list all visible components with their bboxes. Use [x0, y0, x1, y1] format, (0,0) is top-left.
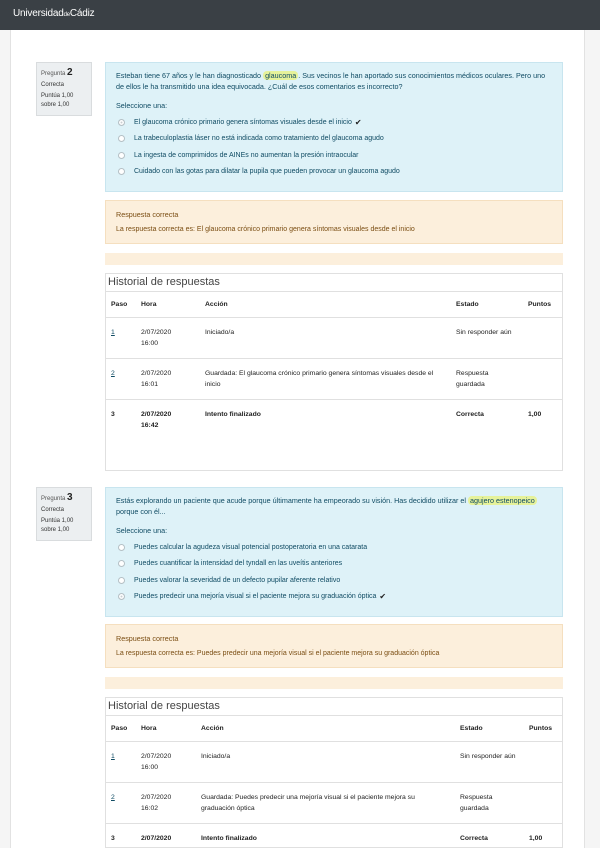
outcome-strip — [105, 677, 563, 689]
column-header: Estado — [455, 716, 524, 742]
table-row: 3 2/07/2020 Intento finalizado Correcta 1,00 — [111, 835, 543, 842]
check-icon: ✔ — [354, 117, 362, 127]
question-text: Esteban tiene 67 años y le han diagnosticado glaucoma . Sus vecinos le han aportado sus conocimientos médicos oculares. Pero uno de ellos le ha transmitido una idea equivocada. ¿Cuál de esos comentarios es incorrecto? — [116, 71, 546, 91]
radio-button[interactable] — [118, 135, 125, 142]
column-header: Paso — [106, 716, 136, 742]
response-history — [105, 697, 563, 848]
answer-option[interactable]: Puedes cuantificar la intensidad del tyndall en las uveítis anteriores — [116, 556, 552, 573]
step-link[interactable]: 2 — [111, 370, 115, 377]
answer-option[interactable]: Cuidado con las gotas para dilatar la pupila que pueden provocar un glaucoma agudo — [116, 164, 552, 181]
table-row: 1 2/07/2020 16:00 Iniciado/a Sin responder aún — [106, 318, 562, 359]
history-title: Historial de respuestas — [106, 274, 562, 292]
select-prompt: Seleccione una: — [116, 526, 168, 535]
column-header: Paso — [106, 292, 136, 318]
answer-option[interactable]: La trabeculoplastia láser no está indicada como tratamiento del glaucoma agudo — [116, 131, 552, 148]
question-formulation — [105, 487, 563, 617]
step-link[interactable]: 1 — [111, 753, 115, 760]
radio-button[interactable] — [118, 577, 125, 584]
column-header: Hora — [136, 292, 200, 318]
answer-options — [116, 539, 552, 605]
question-outcome — [105, 200, 563, 244]
column-header: Hora — [136, 716, 196, 742]
answer-option[interactable]: La ingesta de comprimidos de AINEs no aumentan la presión intraocular — [116, 147, 552, 164]
university-logo[interactable]: UniversidaddeCádiz — [13, 8, 95, 19]
history-table — [106, 292, 562, 440]
question-state: Correcta — [41, 507, 65, 513]
answer-option[interactable]: Puedes calcular la agudeza visual potencial postoperatoria en una catarata — [116, 539, 552, 556]
right-answer: La respuesta correcta es: El glaucoma crónico primario genera síntomas visuales desde el inicio — [116, 226, 415, 233]
question-number: Pregunta 2 — [41, 67, 73, 78]
table-row: 2 2/07/2020 16:01 Guardada: El glaucoma crónico primario genera síntomas visuales desde el inicio Respuesta guardada — [106, 359, 562, 400]
radio-button[interactable] — [118, 168, 125, 175]
question-info — [36, 487, 92, 541]
answer-option[interactable]: Puedes predecir una mejoría visual si el paciente mejora su graduación óptica ✔ — [116, 589, 552, 606]
question-info — [36, 62, 92, 116]
top-bar — [0, 0, 600, 30]
highlighted-term: agujero estenopeico — [470, 496, 535, 505]
highlighted-term: glaucoma — [265, 71, 297, 80]
radio-button[interactable] — [118, 560, 125, 567]
right-answer: La respuesta correcta es: Puedes predecir una mejoría visual si el paciente mejora su graduación óptica — [116, 650, 440, 657]
step-link[interactable]: 1 — [111, 329, 115, 336]
column-header: Estado — [451, 292, 523, 318]
column-header: Puntos — [523, 292, 562, 318]
table-row: 2 2/07/2020 16:02 Guardada: Puedes predecir una mejoría visual si el paciente mejora su graduación óptica Respuesta guardada — [106, 783, 562, 824]
feedback-text: Respuesta correcta — [116, 210, 179, 219]
history-title: Historial de respuestas — [106, 698, 562, 716]
table-row: 1 2/07/2020 16:00 Iniciado/a Sin responder aún — [106, 742, 562, 783]
question-number: Pregunta 3 — [41, 492, 73, 503]
column-header: Acción — [200, 292, 451, 318]
question-grade: Puntúa 1,00 sobre 1,00 — [41, 518, 74, 533]
question-grade: Puntúa 1,00 sobre 1,00 — [41, 93, 74, 108]
answer-option[interactable]: Puedes valorar la severidad de un defecto pupilar aferente relativo — [116, 572, 552, 589]
question-state: Correcta — [41, 82, 65, 88]
table-row: 3 2/07/2020 16:42 Intento finalizado Correcta 1,00 — [111, 411, 542, 429]
history-table — [106, 716, 562, 848]
question-text: Estás explorando un paciente que acude porque últimamente ha empeorado su visión. Has decidido utilizar el agujero estenopeico porque con él... — [116, 496, 535, 516]
column-header: Acción — [196, 716, 455, 742]
radio-button[interactable] — [118, 593, 125, 600]
radio-button[interactable] — [118, 544, 125, 551]
outcome-strip — [105, 253, 563, 265]
answer-option[interactable]: El glaucoma crónico primario genera síntomas visuales desde el inicio ✔ — [116, 114, 552, 131]
check-icon: ✔ — [379, 592, 387, 602]
feedback-text: Respuesta correcta — [116, 634, 179, 643]
column-header: Puntos — [524, 716, 562, 742]
answer-options — [116, 114, 552, 180]
select-prompt: Seleccione una: — [116, 101, 168, 110]
radio-button[interactable] — [118, 119, 125, 126]
radio-button[interactable] — [118, 152, 125, 159]
question-outcome — [105, 624, 563, 668]
response-history — [105, 273, 563, 471]
step-link[interactable]: 2 — [111, 794, 115, 801]
question-formulation — [105, 62, 563, 192]
